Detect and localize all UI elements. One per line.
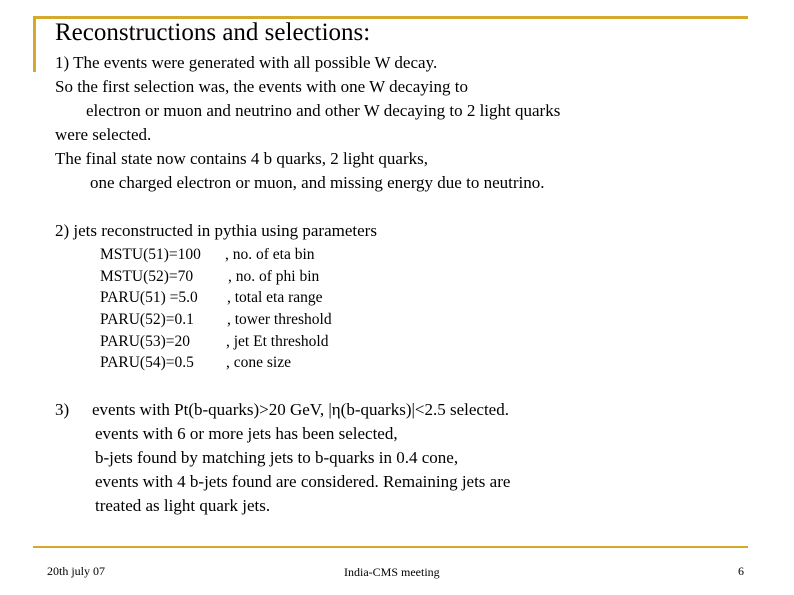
section3-line: events with 6 or more jets has been selected, (95, 424, 398, 443)
page-number: 6 (738, 564, 744, 578)
parameter-name: PARU(52)=0.1 (100, 311, 194, 328)
parameter-desc: , cone size (226, 354, 291, 371)
bottom-accent-rule (33, 546, 748, 548)
section1-line: one charged electron or muon, and missing energy due to neutrino. (90, 173, 545, 192)
section1-line: The final state now contains 4 b quarks, 2 light quarks, (55, 149, 428, 168)
parameter-desc: , jet Et threshold (226, 333, 329, 350)
section3-line: b-jets found by matching jets to b-quarks in 0.4 cone, (95, 448, 459, 467)
footer-date: 20th july 07 (47, 564, 106, 578)
section1-line: So the first selection was, the events with one W decaying to (55, 77, 468, 96)
parameter-name: MSTU(51)=100 (100, 246, 201, 263)
slide-title: Reconstructions and selections: (55, 19, 371, 46)
section3-number: 3) (55, 400, 70, 419)
parameter-name: PARU(51) =5.0 (100, 289, 198, 306)
left-accent-rule (33, 16, 36, 72)
parameter-desc: , tower threshold (227, 311, 332, 328)
section1-line: were selected. (55, 125, 152, 144)
parameter-name: PARU(54)=0.5 (100, 354, 194, 371)
parameter-desc: , total eta range (227, 289, 323, 306)
footer-meeting: India-CMS meeting (344, 565, 440, 579)
section3-line: events with Pt(b-quarks)>20 GeV, |η(b-quarks)|<2.5 selected. (92, 400, 509, 419)
section2-heading: 2) jets reconstructed in pythia using parameters (55, 221, 377, 240)
parameter-name: MSTU(52)=70 (100, 268, 194, 285)
parameter-desc: , no. of eta bin (225, 246, 315, 263)
parameter-desc: , no. of phi bin (228, 268, 320, 285)
parameter-name: PARU(53)=20 (100, 333, 190, 350)
section1-line: 1) The events were generated with all possible W decay. (55, 53, 438, 72)
section3-line: treated as light quark jets. (95, 496, 271, 515)
section1-line: electron or muon and neutrino and other W decaying to 2 light quarks (86, 101, 561, 120)
section3-line: events with 4 b-jets found are considered. Remaining jets are (95, 472, 511, 491)
